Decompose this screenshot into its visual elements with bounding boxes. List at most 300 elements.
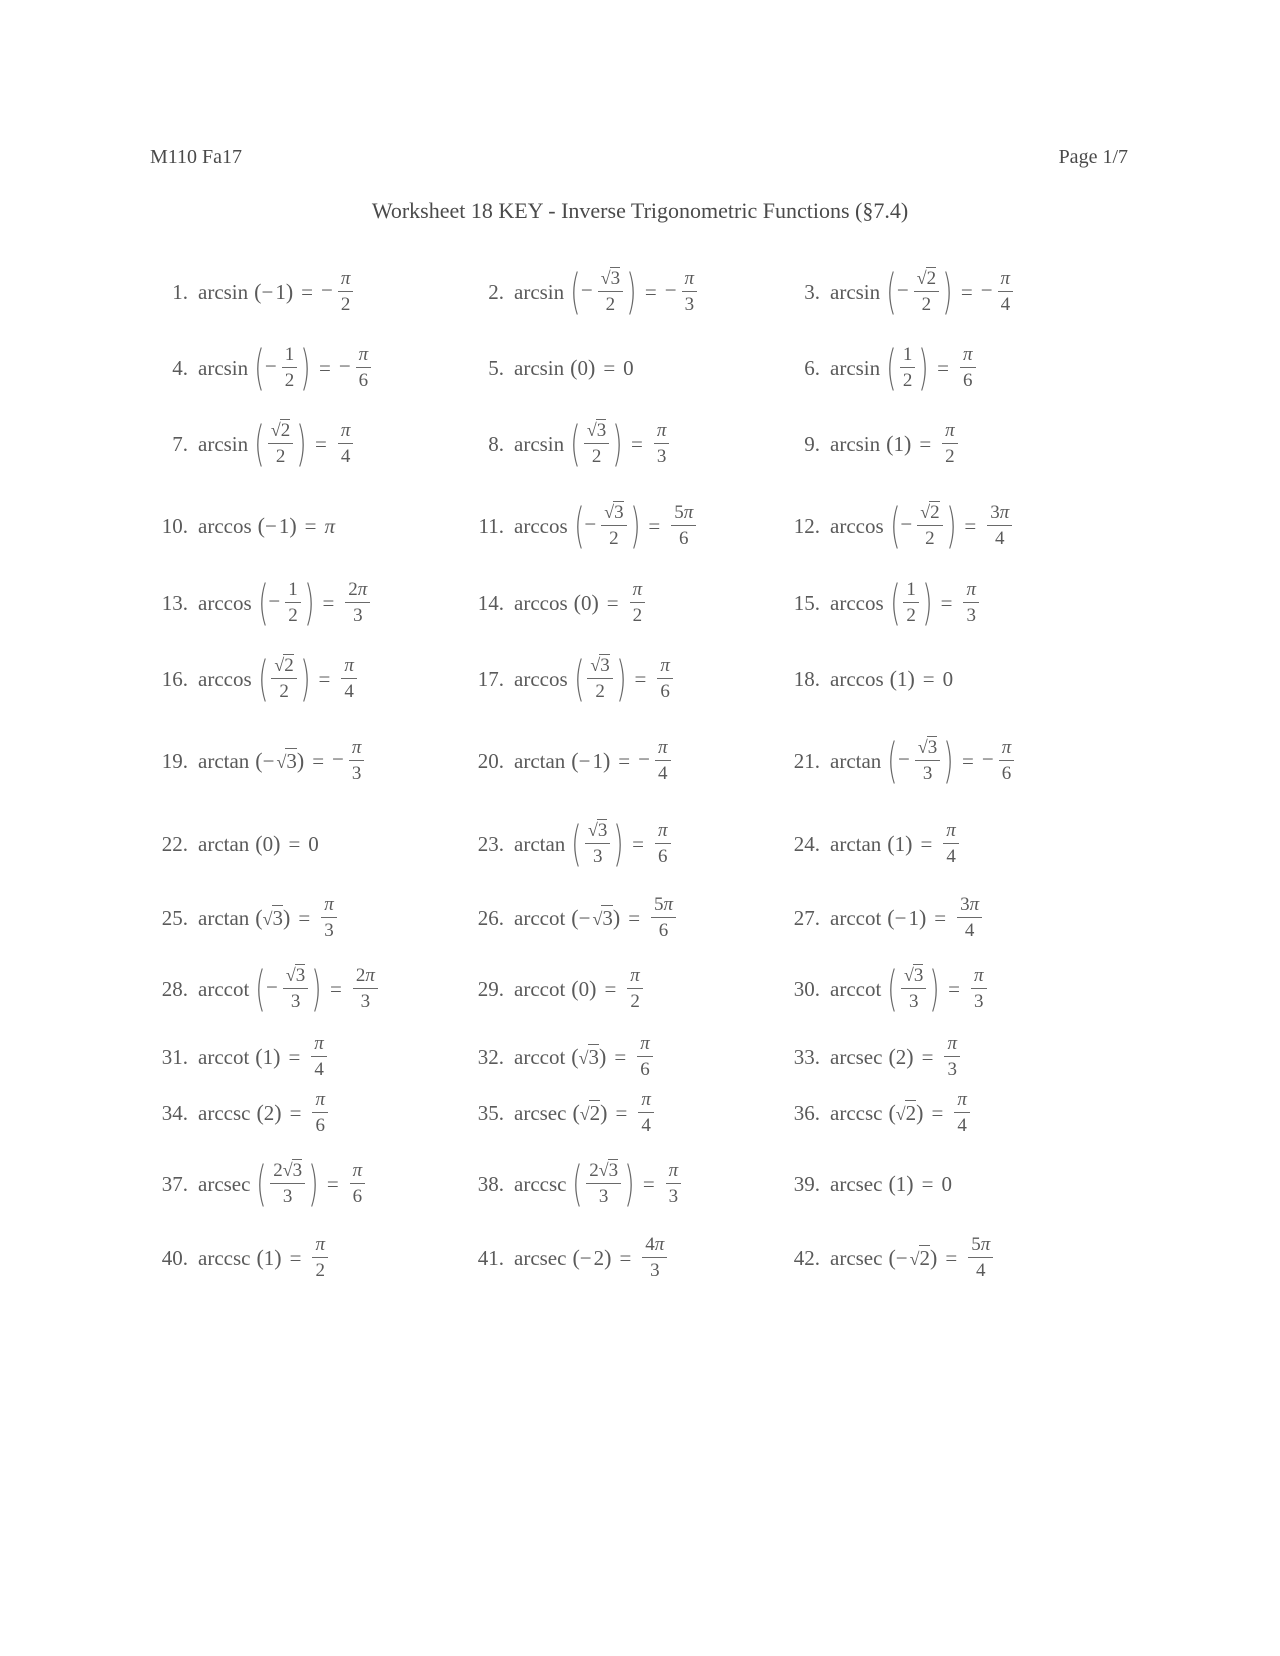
- function-name: arccos: [198, 513, 252, 538]
- argument: [574, 590, 599, 616]
- denominator: [291, 989, 301, 1013]
- expression: [265, 344, 300, 392]
- left-paren: (: [571, 816, 582, 872]
- function-name: arcsec: [830, 1171, 883, 1196]
- radical-sign: √: [600, 268, 611, 289]
- course-label: M110 Fa17: [150, 146, 243, 168]
- minus-sign: −: [584, 511, 597, 536]
- minus-sign: −: [664, 277, 677, 302]
- expression: [663, 1160, 685, 1207]
- term: 5π: [654, 894, 674, 916]
- fraction: [963, 579, 979, 627]
- answer: [957, 344, 979, 392]
- problem-number: 40.: [161, 1245, 188, 1270]
- left-paren: (: [887, 733, 898, 789]
- expression: [896, 1045, 907, 1070]
- argument: [573, 498, 641, 554]
- denominator: [945, 444, 955, 468]
- numerator: [584, 420, 609, 444]
- equals-sign: =: [644, 279, 657, 304]
- argument: [889, 575, 933, 631]
- term: 2: [906, 605, 916, 626]
- function-name: arcsec: [514, 1245, 567, 1270]
- equals-sign: =: [642, 1171, 655, 1196]
- term: [274, 655, 293, 676]
- right-paren: ): [922, 575, 933, 631]
- term: [945, 420, 955, 441]
- function-name: arcsec: [198, 1171, 251, 1196]
- denominator: [947, 1057, 957, 1081]
- expression: [335, 420, 357, 467]
- answer: [321, 268, 356, 316]
- expression: [268, 579, 303, 627]
- argument: [254, 340, 311, 396]
- argument: [571, 976, 596, 1002]
- function-name: arcsec: [514, 1100, 567, 1125]
- denominator: [341, 444, 351, 468]
- pi-symbol: π: [999, 502, 1010, 524]
- term: 2: [595, 681, 605, 702]
- pi-symbol: π: [640, 1033, 650, 1055]
- left-paren: (: [571, 748, 579, 773]
- left-paren: (: [256, 1245, 264, 1270]
- radicand: 2: [930, 502, 940, 524]
- fraction: [285, 579, 301, 627]
- term: 4: [994, 528, 1005, 549]
- left-paren: (: [571, 976, 579, 1001]
- right-paren: ): [615, 651, 627, 707]
- term: 3: [351, 763, 362, 784]
- pi-symbol: π: [315, 1234, 325, 1256]
- left-paren: (: [255, 1044, 263, 1069]
- fraction: [282, 344, 298, 392]
- term: 3: [908, 991, 919, 1012]
- minus-sign: −: [580, 277, 593, 302]
- radicand: 3: [610, 268, 621, 290]
- denominator: [606, 292, 616, 316]
- term: [918, 737, 937, 758]
- pi-symbol: π: [654, 1234, 665, 1256]
- denominator: [315, 1258, 325, 1282]
- radical-sign: √: [262, 908, 273, 929]
- answer: [941, 1033, 963, 1081]
- term: 4: [658, 763, 668, 784]
- numerator: [914, 268, 939, 292]
- term: 3: [656, 446, 667, 467]
- term: 3: [650, 1260, 660, 1281]
- argument: [257, 651, 311, 707]
- denominator: [963, 368, 973, 392]
- fraction: [654, 420, 670, 468]
- term: 2: [632, 605, 643, 626]
- expression: [895, 906, 919, 931]
- left-paren: (: [573, 590, 581, 615]
- left-paren: (: [254, 279, 262, 304]
- function-name: arccsc: [830, 1100, 883, 1125]
- term: 1: [262, 1044, 274, 1069]
- equals-sign: =: [628, 905, 641, 930]
- numerator: [901, 965, 926, 989]
- answer: [941, 1172, 952, 1197]
- left-paren: (: [572, 1100, 580, 1125]
- equals-sign: =: [318, 666, 331, 691]
- numerator: [585, 820, 610, 844]
- expression: [263, 749, 297, 774]
- numerator: [270, 1160, 305, 1184]
- problem-number: 17.: [477, 666, 504, 691]
- right-paren: ): [296, 748, 305, 773]
- fraction: [270, 1160, 305, 1208]
- left-paren: (: [571, 1044, 579, 1069]
- term: 2: [275, 446, 286, 467]
- argument: [573, 651, 627, 707]
- argument: [254, 279, 293, 305]
- argument: [255, 961, 322, 1017]
- left-paren: (: [570, 264, 581, 320]
- numerator: [944, 1033, 960, 1057]
- left-paren: (: [256, 1100, 264, 1125]
- pi-symbol: π: [947, 1033, 957, 1055]
- numerator: [957, 894, 982, 918]
- function-name: arcsec: [830, 1044, 883, 1069]
- sqrt-expression: [917, 268, 936, 289]
- equals-sign: =: [304, 513, 317, 538]
- argument: [886, 264, 953, 320]
- argument: [257, 575, 315, 631]
- term: 1: [288, 579, 298, 601]
- right-paren: ): [943, 733, 954, 789]
- equals-sign: =: [631, 431, 643, 456]
- denominator: [352, 761, 362, 785]
- radical-sign: √: [282, 1160, 293, 1181]
- expression: [324, 514, 335, 538]
- term: 4: [641, 1115, 651, 1136]
- left-paren: (: [889, 666, 897, 691]
- term: 0: [308, 831, 319, 856]
- fraction: [345, 579, 370, 627]
- term: [974, 965, 984, 986]
- answer: [648, 894, 679, 942]
- expression: [980, 268, 1016, 315]
- equals-sign: =: [921, 1044, 934, 1069]
- expression: [897, 344, 919, 392]
- problem-number: 8.: [488, 431, 504, 456]
- answer: [308, 1033, 330, 1081]
- term: [957, 1089, 967, 1110]
- problem-number: 22.: [161, 831, 188, 856]
- function-name: arctan: [830, 831, 882, 856]
- equals-sign: =: [960, 279, 973, 304]
- fraction: [944, 1033, 960, 1081]
- sqrt-expression: [896, 1101, 916, 1125]
- equals-sign: =: [964, 513, 977, 538]
- function-name: arcsin: [830, 431, 881, 456]
- radical-sign: √: [920, 502, 931, 523]
- expression: [581, 268, 626, 316]
- pi-symbol: π: [365, 965, 375, 987]
- term: 6: [352, 1186, 363, 1207]
- answer: [309, 1234, 331, 1282]
- left-paren: (: [886, 431, 894, 456]
- term: 2: [315, 1260, 325, 1281]
- fraction: [585, 820, 610, 868]
- left-paren: (: [889, 575, 901, 631]
- radicand: 3: [588, 1044, 600, 1069]
- argument: [887, 961, 940, 1017]
- argument: [887, 733, 954, 789]
- expression: [954, 894, 985, 941]
- equals-sign: =: [315, 431, 327, 456]
- minus-sign: −: [321, 277, 333, 302]
- equals-sign: =: [921, 1171, 934, 1196]
- term: [604, 502, 623, 523]
- numerator: [915, 737, 940, 761]
- expression: [580, 1101, 600, 1126]
- term: [947, 1033, 957, 1054]
- expression: [900, 502, 945, 550]
- term: 1: [592, 748, 603, 773]
- problem-number: 23.: [477, 831, 504, 856]
- radicand: 3: [295, 965, 306, 987]
- minus-sign: −: [579, 1245, 592, 1270]
- term: 4: [1000, 294, 1011, 315]
- expression: [332, 737, 367, 784]
- expression: [896, 1172, 907, 1197]
- fraction: [312, 1089, 328, 1137]
- expression: [668, 502, 699, 549]
- denominator: [660, 679, 670, 703]
- denominator: [288, 603, 298, 627]
- radical-sign: √: [917, 737, 928, 758]
- right-paren: ): [613, 816, 624, 872]
- left-paren: (: [257, 513, 265, 538]
- radicand: 3: [286, 748, 297, 773]
- problem-number: 39.: [793, 1171, 820, 1196]
- term: 3: [598, 1186, 609, 1207]
- term: 2: [340, 294, 351, 315]
- denominator: [285, 368, 295, 392]
- term: [353, 1160, 363, 1181]
- function-name: arccos: [830, 513, 884, 538]
- sqrt-expression: [910, 1246, 930, 1270]
- left-paren: (: [254, 416, 265, 472]
- term: 2: [945, 446, 955, 467]
- equals-sign: =: [945, 1245, 958, 1270]
- pi-symbol: π: [980, 1234, 991, 1256]
- argument: [256, 1156, 319, 1212]
- expression: [957, 344, 979, 391]
- expression: [263, 1045, 274, 1070]
- minus-sign: −: [264, 513, 277, 538]
- argument: [887, 831, 912, 857]
- fraction: [349, 737, 365, 785]
- term: 0: [578, 976, 590, 1001]
- numerator: [999, 737, 1015, 761]
- equals-sign: =: [922, 666, 935, 691]
- numerator: [271, 655, 296, 679]
- pi-symbol: π: [656, 420, 667, 442]
- minus-sign: −: [578, 748, 591, 773]
- expression: [968, 965, 990, 1012]
- numerator: [971, 965, 987, 989]
- radicand: 3: [292, 1160, 303, 1182]
- fraction: [353, 965, 378, 1013]
- problem-number: 7.: [172, 431, 188, 456]
- expression: [347, 1160, 369, 1207]
- right-paren: ): [905, 831, 913, 856]
- radical-sign: √: [285, 965, 296, 986]
- left-paren: (: [257, 575, 269, 631]
- numerator: [282, 344, 298, 368]
- term: [315, 1089, 325, 1110]
- problem-number: 21.: [793, 748, 820, 773]
- fraction: [671, 502, 696, 550]
- term: 3: [282, 1186, 293, 1207]
- term: [263, 906, 283, 930]
- denominator: [283, 1184, 293, 1208]
- fraction: [627, 965, 643, 1013]
- problem-number: 20.: [477, 748, 504, 773]
- expression: [634, 1033, 656, 1080]
- function-name: arccot: [514, 976, 566, 1001]
- denominator: [593, 844, 603, 868]
- expression: [338, 655, 360, 702]
- pi-symbol: π: [324, 513, 336, 538]
- problem-number: 31.: [161, 1044, 188, 1069]
- right-paren: ): [296, 416, 307, 472]
- numerator: [598, 268, 623, 292]
- pi-symbol: π: [684, 268, 695, 290]
- equals-sign: =: [632, 831, 644, 856]
- radicand: 3: [272, 905, 284, 930]
- term: 4: [340, 446, 351, 467]
- right-paren: ): [906, 1171, 914, 1196]
- right-paren: ): [626, 264, 637, 320]
- term: 4: [964, 920, 975, 941]
- term: [669, 1160, 679, 1181]
- minus-sign: −: [895, 1245, 908, 1270]
- expression: [898, 965, 929, 1013]
- expression: [265, 514, 289, 539]
- answer: [981, 268, 1016, 316]
- sqrt-expression: [580, 1101, 600, 1125]
- problem-number: 28.: [161, 976, 188, 1001]
- expression: [338, 344, 374, 391]
- term: [966, 579, 976, 600]
- argument: [572, 1100, 607, 1126]
- left-paren: (: [888, 1044, 896, 1069]
- denominator: [966, 603, 976, 627]
- function-name: arcsin: [198, 431, 249, 456]
- term: [276, 749, 296, 773]
- radical-sign: √: [588, 820, 598, 841]
- expression: [652, 820, 674, 867]
- denominator: [946, 844, 956, 868]
- function-name: arccos: [830, 590, 884, 615]
- answer: [668, 502, 699, 550]
- expression: [308, 1033, 330, 1080]
- expression: [654, 655, 676, 702]
- fraction: [655, 737, 671, 785]
- term: 5π: [674, 502, 694, 524]
- radical-sign: √: [598, 1160, 609, 1181]
- term: 6: [358, 370, 369, 391]
- expression: [639, 1234, 670, 1281]
- equals-sign: =: [326, 1171, 339, 1196]
- radicand: 2: [919, 1245, 931, 1270]
- equals-sign: =: [937, 355, 949, 380]
- right-paren: ): [612, 905, 621, 930]
- denominator: [965, 918, 975, 942]
- numerator: [666, 1160, 682, 1184]
- term: [633, 579, 643, 600]
- denominator: [633, 603, 643, 627]
- term: 6: [640, 1059, 650, 1080]
- function-name: arccot: [514, 1044, 566, 1069]
- answer: [335, 420, 357, 468]
- term: 4: [314, 1059, 324, 1080]
- fraction: [586, 1160, 621, 1208]
- denominator: [314, 1057, 324, 1081]
- term: 1: [893, 431, 904, 456]
- denominator: [353, 603, 363, 627]
- argument: [889, 498, 957, 554]
- expression: [267, 1160, 308, 1208]
- term: 2: [630, 991, 640, 1012]
- expression: [581, 420, 612, 468]
- denominator: [658, 761, 668, 785]
- expression: [579, 906, 613, 931]
- expression: [940, 820, 962, 867]
- fraction: [341, 655, 357, 703]
- pi-symbol: π: [352, 1160, 363, 1182]
- problem-number: 5.: [488, 355, 504, 380]
- minus-sign: −: [894, 905, 907, 930]
- function-name: arcsin: [514, 279, 565, 304]
- term: 1: [896, 666, 908, 691]
- denominator: [1002, 761, 1012, 785]
- expression: [264, 1246, 275, 1271]
- term: 0: [262, 831, 274, 856]
- numerator: [630, 579, 646, 603]
- expression: [582, 820, 613, 868]
- radical-sign: √: [578, 1047, 589, 1068]
- numerator: [311, 1033, 327, 1057]
- minus-sign: −: [980, 277, 993, 302]
- right-paren: ): [942, 264, 953, 320]
- pi-symbol: π: [314, 1033, 324, 1055]
- right-paren: ): [945, 498, 957, 554]
- term: 1: [902, 344, 913, 366]
- numerator: [682, 268, 698, 292]
- left-paren: (: [255, 831, 263, 856]
- radical-sign: √: [590, 655, 601, 676]
- equals-sign: =: [604, 976, 617, 1001]
- right-paren: ): [308, 1156, 319, 1212]
- problem-number: 25.: [161, 905, 188, 930]
- expression: [309, 1089, 331, 1136]
- answer: [635, 1089, 657, 1137]
- problem-number: 35.: [477, 1100, 504, 1125]
- argument: [888, 1171, 913, 1197]
- term: [314, 1033, 324, 1054]
- equals-sign: =: [634, 666, 647, 691]
- argument: [890, 666, 915, 692]
- denominator: [592, 444, 602, 468]
- pi-symbol: π: [344, 655, 354, 677]
- function-name: arcsin: [198, 355, 249, 380]
- fraction: [283, 965, 308, 1013]
